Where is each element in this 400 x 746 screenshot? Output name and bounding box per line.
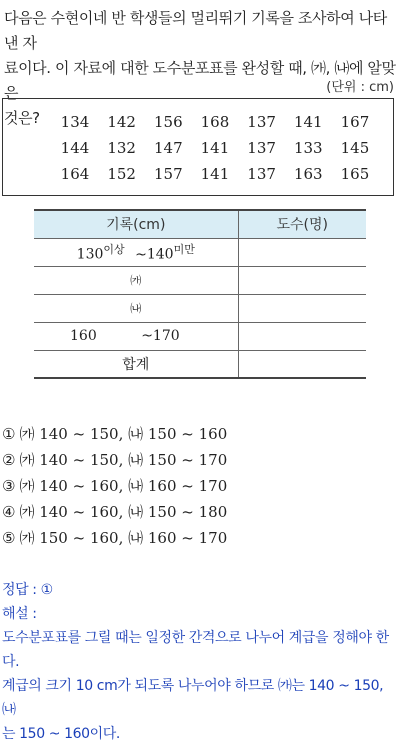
blank-label-na: ㈏ [130,302,142,315]
table-header-row [34,210,366,238]
range-upper: 140 [146,246,174,263]
explanation-line-3: 는 150 ~ 160이다. [2,726,120,742]
data-value: 133 [293,139,323,157]
data-row-2 [55,139,375,161]
data-value: 141 [200,165,230,183]
table-row [34,294,366,322]
data-value: 137 [247,165,276,183]
range-tilde: ~ [141,328,153,344]
range-lower-unit: 이상 [103,243,125,257]
data-value: 145 [340,139,370,157]
choice-text: ㈎ 140 ~ 160, ㈏ 160 ~ 170 [19,477,228,495]
data-box [2,98,394,196]
choice-1[interactable] [2,421,398,447]
header-frequency: 도수(명) [238,210,366,238]
explanation-line-2: 계급의 크기 10 cm가 되도록 나누어야 하므로 ㈎는 140 ~ 150, ㈏ [2,678,384,718]
data-value: 137 [247,139,276,157]
data-value: 152 [107,165,136,183]
blank-label-ga: ㈎ [130,274,142,287]
choice-text: ㈎ 140 ~ 150, ㈏ 150 ~ 170 [19,451,228,469]
data-value: 144 [60,139,90,157]
class-range-ga [34,266,238,294]
choice-4[interactable] [2,499,398,525]
data-value: 132 [107,139,136,157]
choice-text: ㈎ 140 ~ 150, ㈏ 150 ~ 160 [19,425,228,443]
data-value: 141 [200,139,230,157]
answer-label: 정답 : ① [2,582,53,598]
choice-2[interactable] [2,447,398,473]
data-row-3 [55,165,375,187]
range-tilde: ~ [135,246,147,263]
table-row [34,266,366,294]
frequency-cell [238,238,366,266]
range-lower: 130 [76,246,104,263]
choice-3[interactable] [2,473,398,499]
question-line-2: 료이다. 이 자료에 대한 도수분포표를 완성할 때, ㈎, ㈏에 알맞은 [4,59,396,102]
choice-5[interactable] [2,525,398,551]
total-frequency-cell [238,350,366,378]
choice-number: ③ [2,477,16,495]
frequency-cell [238,322,366,350]
class-range-na [34,294,238,322]
data-value: 142 [107,113,136,131]
data-value: 147 [153,139,183,157]
choice-text: ㈎ 150 ~ 160, ㈏ 160 ~ 170 [19,529,228,547]
choice-text: ㈎ 140 ~ 160, ㈏ 150 ~ 180 [19,503,228,521]
range-upper: 170 [152,328,180,344]
data-value: 137 [247,113,276,131]
question-line-3: 것은? [4,109,40,127]
data-value: 134 [60,113,90,131]
header-record: 기록(cm) [34,210,238,238]
choice-number: ① [2,425,16,443]
choice-number: ④ [2,503,16,521]
table-row [34,238,366,266]
data-value: 157 [153,165,183,183]
explanation-line-1: 도수분포표를 그릴 때는 일정한 간격으로 나누어 계급을 정해야 한다. [2,630,389,670]
data-value: 164 [60,165,90,183]
class-range-1 [34,238,238,266]
explanation-label: 해설 : [2,606,37,622]
data-value: 156 [153,113,183,131]
frequency-table [34,209,366,379]
data-value: 141 [293,113,323,131]
frequency-cell [238,266,366,294]
choice-list [2,421,398,551]
data-value: 165 [340,165,370,183]
table-row [34,322,366,350]
class-range-4 [34,322,238,350]
answer-section [2,578,398,746]
data-row-1 [55,113,375,135]
data-value: 167 [340,113,370,131]
data-value: 168 [200,113,230,131]
choice-number: ⑤ [2,529,16,547]
frequency-cell [238,294,366,322]
data-value: 163 [293,165,323,183]
choice-number: ② [2,451,16,469]
table-row-total [34,350,366,378]
range-upper-unit: 미만 [173,243,195,257]
unit-label: (단위 : cm) [326,80,394,95]
total-label: 합계 [34,350,238,378]
range-lower: 160 [70,328,97,344]
question-line-1: 다음은 수현이네 반 학생들의 멀리뛰기 기록을 조사하여 나타낸 자 [4,9,387,52]
